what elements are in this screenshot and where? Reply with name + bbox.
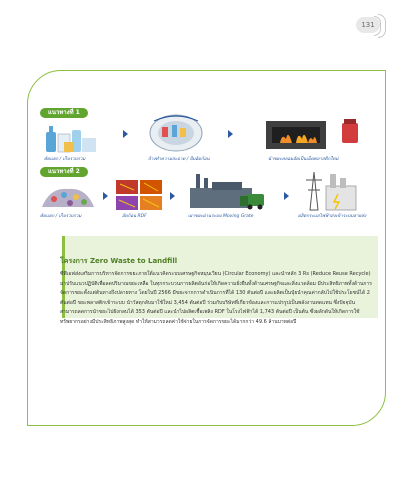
method-2-step-3-caption: เผาขยะผ่านระบบ Moving Grate	[188, 214, 254, 219]
arrow-icon	[228, 130, 233, 138]
project-title: โครงการ Zero Waste to Landfill	[60, 257, 178, 265]
method-2-tag: แนวทางที่ 2	[40, 167, 88, 177]
page-number: 131	[356, 17, 380, 33]
arrow-icon	[123, 130, 128, 138]
incinerator-plant-icon	[190, 172, 274, 212]
power-station-icon	[300, 168, 360, 212]
furnace-icon	[266, 115, 326, 151]
method-1-step-1-caption: คัดแยก / เก็บรวบรวม	[44, 157, 86, 162]
method-1-step-3-caption: นำขยะหลอมอัดเป็นเม็ดพลาสติกใหม่	[268, 157, 339, 162]
method-2-step-2-caption: อัดก้อน RDF	[122, 214, 147, 219]
waste-pile-icon	[40, 183, 96, 209]
method-2-step-4-caption: ผลิตกระแสไฟฟ้าส่งเข้าระบบสายส่ง	[298, 214, 367, 219]
arrow-icon	[170, 192, 175, 200]
sorted-waste-icon	[44, 120, 100, 154]
rdf-bales-icon	[116, 180, 162, 210]
arrow-icon	[103, 192, 108, 200]
page-number-decoration-outer	[378, 14, 386, 38]
arrow-icon	[284, 192, 289, 200]
method-1-tag: แนวทางที่ 1	[40, 108, 88, 118]
method-2-step-1-caption: คัดแยก / เก็บรวบรวม	[40, 214, 82, 219]
project-body: ซีพีเอฟส่งเสริมการบริหารจัดการขยะภายใต้แนวคิดระบบเศรษฐกิจหมุนเวียน (Circular Economy) และนำหลัก 3 Rs (Reduce Reuse Recycle) มาปรับแนวปฏิบัติเพื่อลดปริมาณขยะเหลือ ในทุกกระบวนการผลิตอันก่อให้เกิดความยั่งยืนทั้งด้านเศรษฐกิจและสิ่งแวดล้อม มีประสิทธิภาพทั้งด้านการจัดการขยะตั้งแต่ต้นทางถึงปลายทาง โดยในปี 2566 มีขยะจากการดำเนินการที่ได้ 130 ตันต่อปี และผลิตเป็นปุ๋ยนำคุณค่ากลับไปใช้ประโยชน์ได้ 2 ตันต่อปี ขยะพลาสติกเข้าระบบ นำวัสดุกลับมาใช้ใหม่ 3,454 ตันต่อปี ร่วมกับบริษัทที่เกี่ยวข้องและการแปรรูปเป็นพลังงานทดแทน ซึ่งปัจจุบันสามารถลดการนำขยะไปฝังกลบได้ 353 ตันต่อปี และนำไปผลิตเชื้อเพลิง RDF ในโรงไฟฟ้าได้ 1,743 ตันต่อปี เป็นต้น ซึ่งผลักดันให้เกิดการใช้ทรัพยากรอย่างมีประสิทธิภาพสูงสุด ทำให้สามารถลดค่าใช้จ่ายในการจัดการขยะได้มากกว่า 49.6 ล้านบาทต่อปี	[60, 271, 372, 325]
molten-plastic-icon	[340, 117, 360, 145]
method-1-step-2-caption: ล้างทำความสะอาด / บีบอัดก้อน	[148, 157, 210, 162]
washing-machine-icon	[148, 113, 204, 153]
